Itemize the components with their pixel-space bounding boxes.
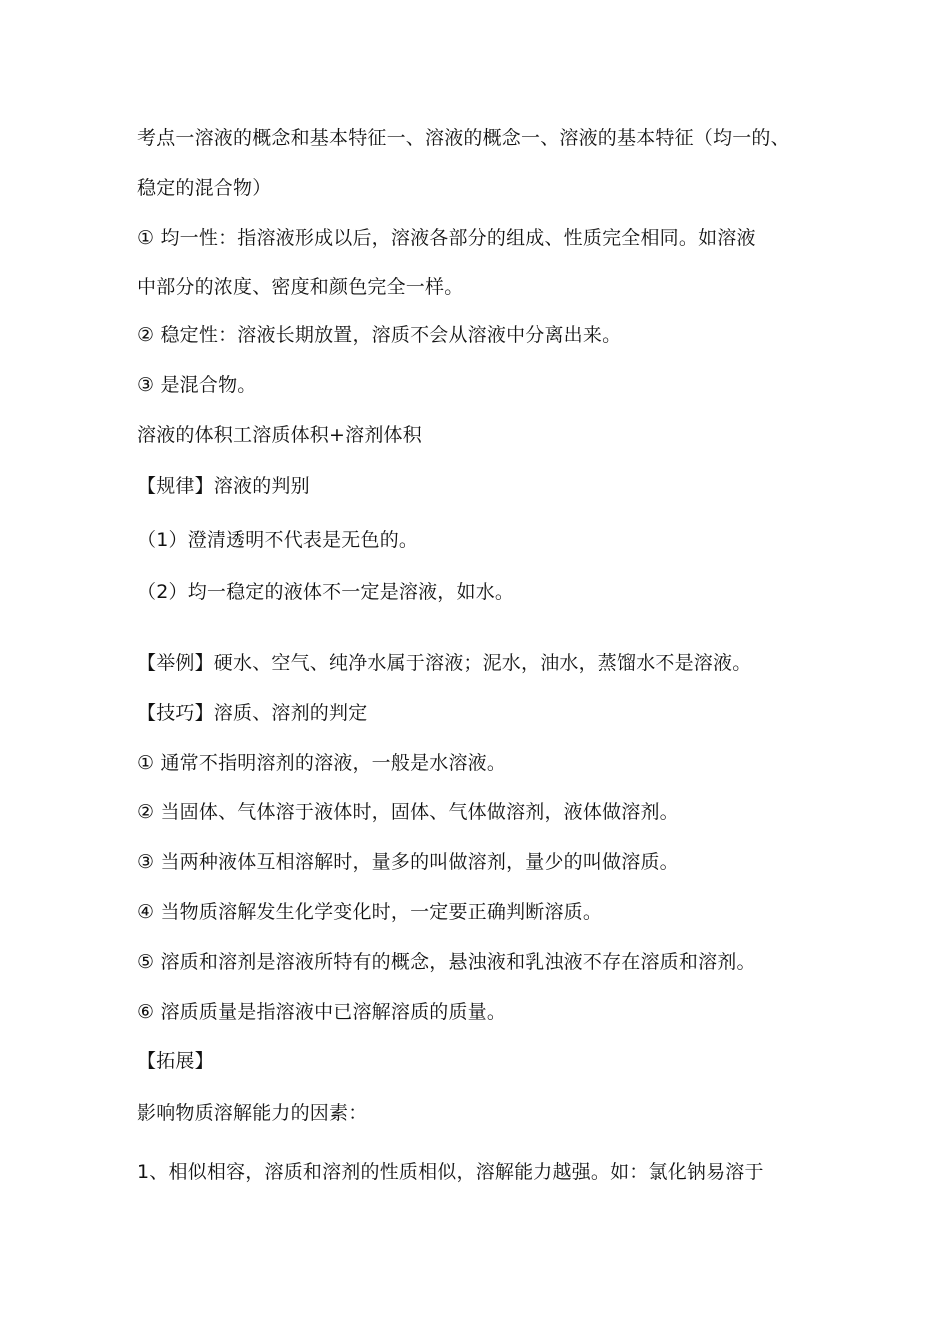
text-line: 考点一溶液的概念和基本特征一、溶液的概念一、溶液的基本特征（均一的、 — [137, 127, 790, 149]
section-heading: 【举例】硬水、空气、纯净水属于溶液；泥水，油水，蒸馏水不是溶液。 — [137, 652, 752, 674]
section-heading: 【拓展】 — [137, 1050, 214, 1072]
text-line: ① 均一性：指溶液形成以后，溶液各部分的组成、性质完全相同。如溶液 — [137, 227, 756, 249]
text-line: ③ 是混合物。 — [137, 374, 257, 396]
text-line: 稳定的混合物） — [137, 177, 272, 199]
text-line: 溶液的体积工溶质体积+溶剂体积 — [137, 424, 422, 446]
text-line: 影响物质溶解能力的因素： — [137, 1102, 368, 1124]
text-line: ④ 当物质溶解发生化学变化时，一定要正确判断溶质。 — [137, 901, 603, 923]
text-line: （2）均一稳定的液体不一定是溶液，如水。 — [137, 581, 515, 603]
text-line: 1、相似相容，溶质和溶剂的性质相似，溶解能力越强。如：氯化钠易溶于 — [137, 1161, 764, 1183]
text-line: 中部分的浓度、密度和颜色完全一样。 — [137, 276, 464, 298]
text-line: ③ 当两种液体互相溶解时，量多的叫做溶剂，量少的叫做溶质。 — [137, 851, 679, 873]
text-line: ② 稳定性：溶液长期放置，溶质不会从溶液中分离出来。 — [137, 324, 622, 346]
text-line: （1）澄清透明不代表是无色的。 — [137, 529, 419, 551]
text-line: ① 通常不指明溶剂的溶液，一般是水溶液。 — [137, 752, 507, 774]
section-heading: 【规律】溶液的判别 — [137, 475, 310, 497]
section-heading: 【技巧】溶质、溶剂的判定 — [137, 702, 368, 724]
text-line: ② 当固体、气体溶于液体时，固体、气体做溶剂，液体做溶剂。 — [137, 801, 679, 823]
text-line: ⑤ 溶质和溶剂是溶液所特有的概念，悬浊液和乳浊液不存在溶质和溶剂。 — [137, 951, 756, 973]
text-line: ⑥ 溶质质量是指溶液中已溶解溶质的质量。 — [137, 1001, 507, 1023]
